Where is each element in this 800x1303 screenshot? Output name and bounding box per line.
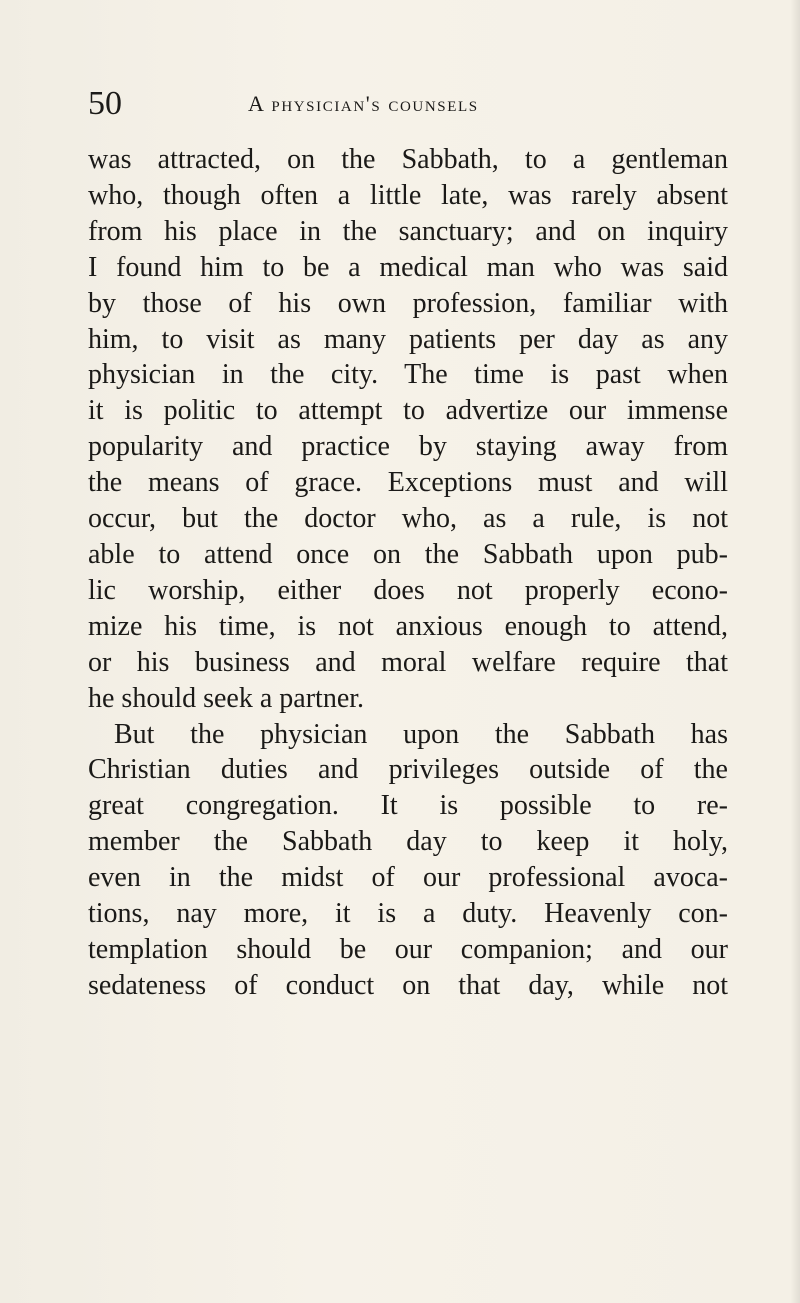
text-line: popularity and practice by staying away from (88, 431, 728, 463)
text-line: occur, but the doctor who, as a rule, is not (88, 503, 728, 535)
text-line: it is politic to attempt to advertize our immense (88, 395, 728, 427)
text-line: But the physician upon the Sabbath has (114, 718, 728, 750)
text-line: lic worship, either does not properly econo- (88, 574, 728, 606)
text-line: physician in the city. The time is past when (88, 359, 728, 391)
text-line: him, to visit as many patients per day as any (88, 323, 728, 355)
text-line: by those of his own profession, familiar with (88, 287, 728, 319)
text-line: I found him to be a medical man who was said (88, 251, 728, 283)
text-line: templation should be our companion; and our (88, 933, 728, 965)
text-line: was attracted, on the Sabbath, to a gentleman (88, 144, 728, 175)
text-line: or his business and moral welfare require that (88, 646, 728, 678)
text-line: sedateness of conduct on that day, while not (88, 969, 728, 1001)
text-line: mize his time, is not anxious enough to attend, (88, 610, 728, 642)
text-line: great congregation. It is possible to re- (88, 790, 728, 822)
page-number: 50 (88, 85, 122, 122)
page-header (88, 84, 728, 124)
page-edge-shadow (790, 0, 800, 1303)
text-line: able to attend once on the Sabbath upon pub- (88, 538, 728, 570)
text-line: Christian duties and privileges outside of the (88, 754, 728, 786)
text-line: who, though often a little late, was rarely absent (88, 179, 728, 211)
text-line: the means of grace. Exceptions must and will (88, 467, 728, 499)
text-line: from his place in the sanctuary; and on inquiry (88, 215, 728, 247)
body-text (88, 142, 728, 1004)
text-line: tions, nay more, it is a duty. Heavenly con- (88, 898, 728, 930)
text-line: member the Sabbath day to keep it holy, (88, 826, 728, 858)
text-line: he should seek a partner. (88, 682, 365, 714)
running-head: A physician's counsels (248, 91, 479, 116)
text-line: even in the midst of our professional avoca- (88, 862, 728, 894)
